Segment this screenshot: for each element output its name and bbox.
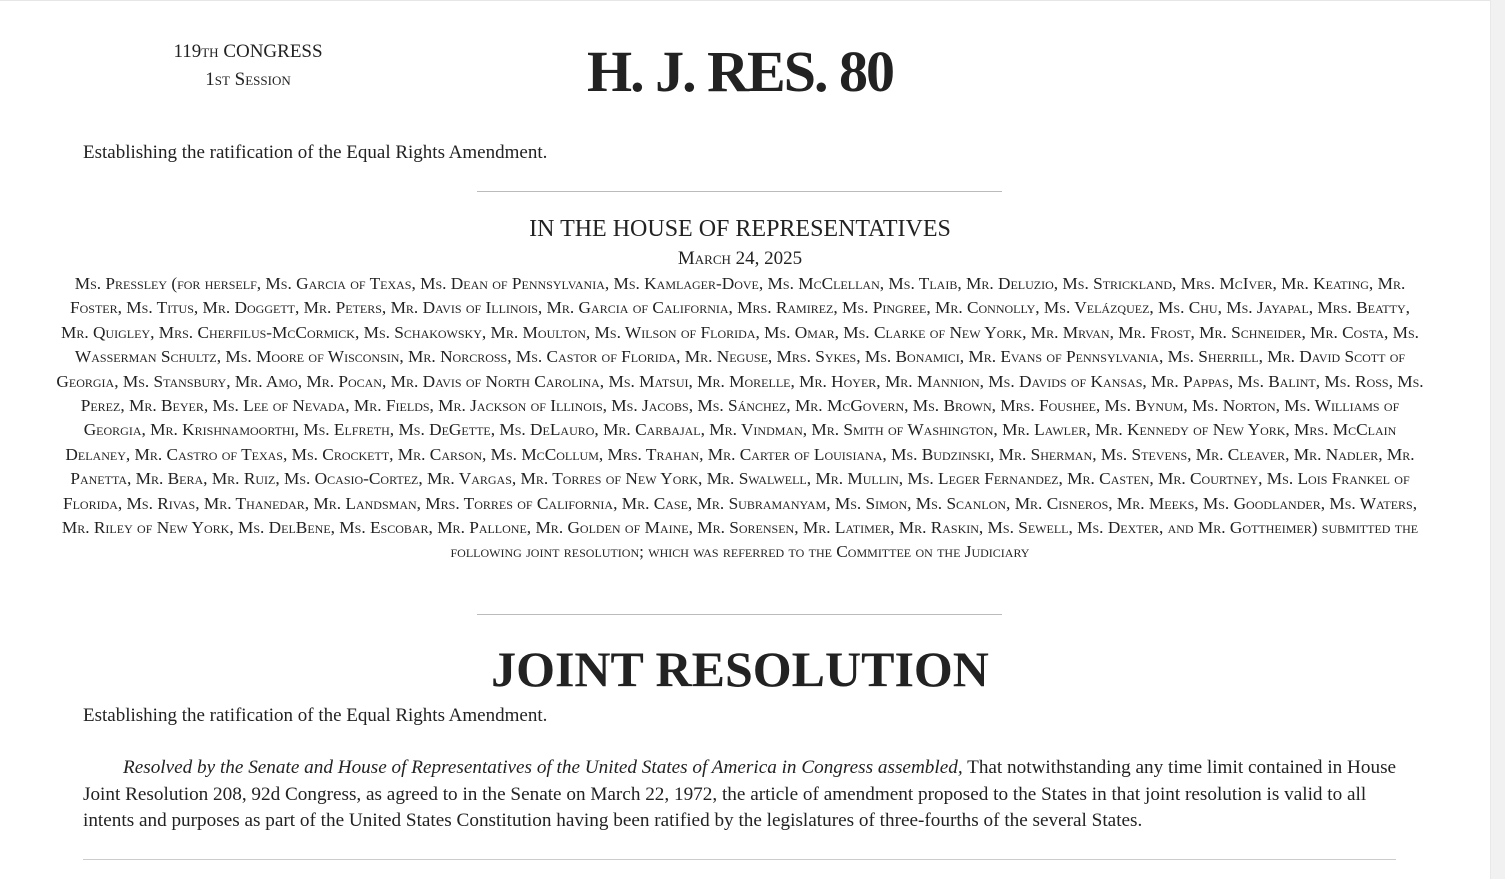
house-heading: IN THE HOUSE OF REPRESENTATIVES <box>529 216 951 242</box>
session-line: 1st Session <box>205 69 291 90</box>
resolution-body <box>83 755 1403 835</box>
short-title: Establishing the ratification of the Equal Rights Amendment. <box>83 142 548 163</box>
introduction-date: March 24, 2025 <box>677 248 803 269</box>
resolving-clause: Resolved by the Senate and House of Representatives of the United States of America in Congress assembled, <box>123 757 963 778</box>
sponsors-paragraph: Ms. Pressley (for herself, Ms. Garcia of Texas, Ms. Dean of Pennsylvania, Ms. Kamlager-Dove, Ms. McClellan, Ms. Tlaib, Mr. Deluzio, Ms. Strickland, Mrs. McIver, Mr. Keating, Mr. Foster, Ms. Titus, Mr. Doggett, Mr. Peters, Mr. Davis of Illinois, Mr. Garcia of California, Mrs. Ramirez, Ms. Pingree, Mr. Connolly, Ms. Velázquez, Ms. Chu, Ms. Jayapal, Mrs. Beatty, Mr. Quigley, Mrs. Cherfilus-McCormick, Ms. Schakowsky, Mr. Moulton, Ms. Wilson of Florida, Ms. Omar, Ms. Clarke of New York, Mr. Mrvan, Mr. Frost, Mr. Schneider, Mr. Costa, Ms. Wasserman Schultz, Ms. Moore of Wisconsin, Mr. Norcross, Ms. Castor of Florida, Mr. Neguse, Mrs. Sykes, Ms. Bonamici, Mr. Evans of Pennsylvania, Ms. Sherrill, Mr. David Scott of Georgia, Ms. Stansbury, Mr. Amo, Mr. Pocan, Mr. Davis of North Carolina, Ms. Matsui, Mr. Morelle, Mr. Hoyer, Mr. Mannion, Ms. Davids of Kansas, Mr. Pappas, Ms. Balint, Ms. Ross, Ms. Perez, Mr. Beyer, Ms. Lee of Nevada, Mr. Fields, Mr. Jackson of Illinois, Ms. Jacobs, Ms. Sánchez, Mr. McGovern, Ms. Brown, Mrs. Foushee, Ms. Bynum, Ms. Norton, Ms. Williams of Georgia, Mr. Krishnamoorthi, Ms. Elfreth, Ms. DeGette, Ms. DeLauro, Mr. Carbajal, Mr. Vindman, Mr. Smith of Washington, Mr. Lawler, Mr. Kennedy of New York, Mrs. McClain Delaney, Mr. Castro of Texas, Ms. Crockett, Mr. Carson, Ms. McCollum, Mrs. Trahan, Mr. Carter of Louisiana, Ms. Budzinski, Mr. Sherman, Ms. Stevens, Mr. Cleaver, Mr. Nadler, Mr. Panetta, Mr. Bera, Mr. Ruiz, Ms. Ocasio-Cortez, Mr. Vargas, Mr. Torres of New York, Mr. Swalwell, Mr. Mullin, Ms. Leger Fernandez, Mr. Casten, Mr. Courtney, Ms. Lois Frankel of Florida, Ms. Rivas, Mr. Thanedar, Mr. Landsman, Mrs. Torres of California, Mr. Case, Mr. Subramanyam, Ms. Simon, Ms. Scanlon, Mr. Cisneros, Mr. Meeks, Ms. Goodlander, Ms. Waters, Mr. Riley of New York, Ms. DelBene, Ms. Escobar, Mr. Pallone, Mr. Golden of Maine, Mr. Sorensen, Mr. Latimer, Mr. Raskin, Ms. Sewell, Ms. Dexter, and Mr. Gottheimer) submitted the following joint resolution; which was referred to the Committee on the Judiciary <box>56 274 1424 562</box>
bill-number: H. J. RES. 80 <box>587 39 893 104</box>
congress-word: CONGRESS <box>223 41 323 62</box>
divider-middle <box>477 614 1002 615</box>
congress-line <box>138 38 358 66</box>
joint-resolution-heading: JOINT RESOLUTION <box>491 641 989 697</box>
divider-top <box>477 191 1002 192</box>
divider-bottom <box>83 859 1396 860</box>
congress-session-block <box>138 38 358 94</box>
resolution-text: That notwithstanding any time limit contained in House Joint Resolution 208, 92d Congress, as agreed to in the Senate on March 22, 1972, the article of amendment proposed to the States in that joint resolution is valid to all intents and purposes as part of the United States Constitution having been ratified by the legislatures of three-fourths of the several States. <box>83 757 1397 831</box>
congress-number: 119th <box>173 41 219 62</box>
vertical-scrollbar[interactable] <box>1490 0 1505 879</box>
short-title-repeat: Establishing the ratification of the Equal Rights Amendment. <box>83 705 548 726</box>
